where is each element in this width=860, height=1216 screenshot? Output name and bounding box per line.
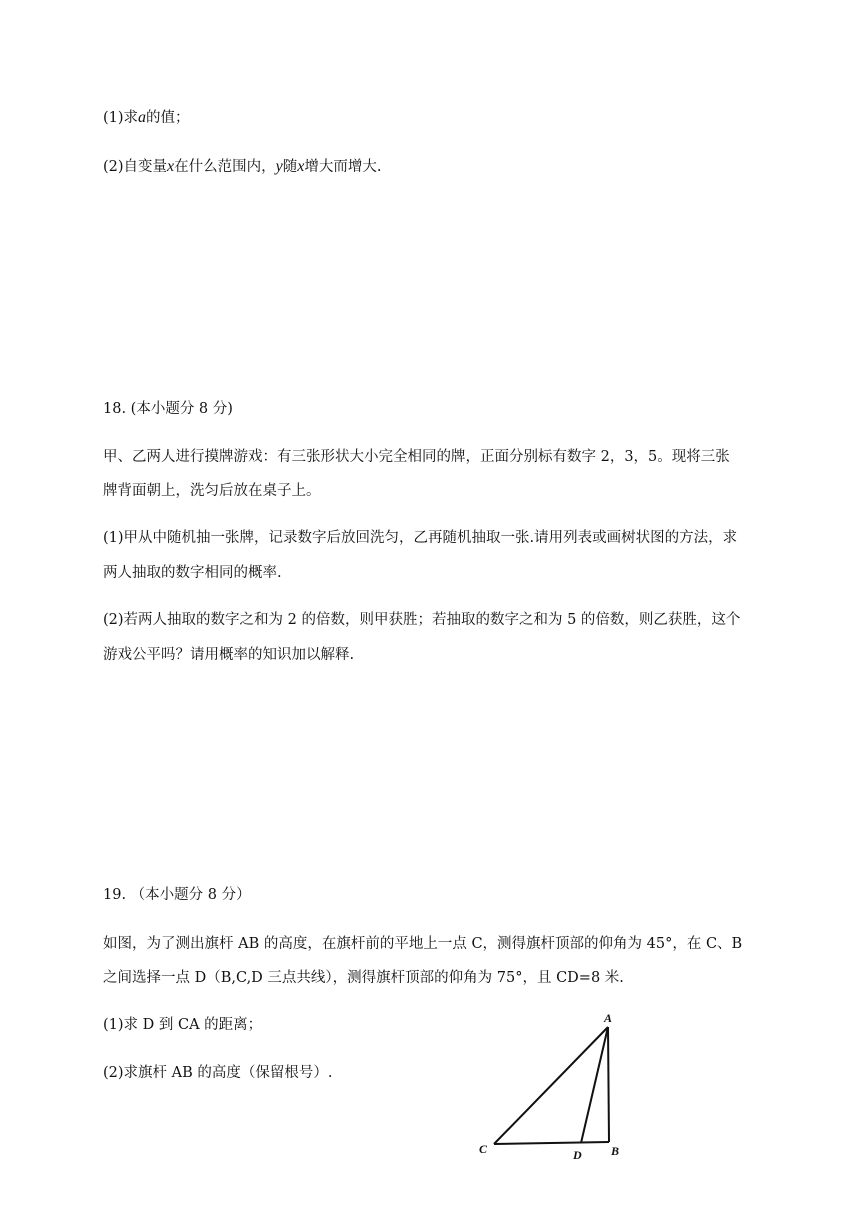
q17-part2-suffix: 增大而增大. <box>304 159 382 175</box>
label-a: A <box>604 1011 613 1025</box>
q17-part2-mid1: 在什么范围内， <box>174 159 276 175</box>
q18-heading: 18. (本小题分 8 分) <box>103 401 233 417</box>
q19-part2: (2)求旗杆 AB 的高度（保留根号）. <box>103 1065 333 1081</box>
q17-part2 <box>103 157 381 177</box>
label-d: D <box>573 1148 582 1162</box>
q19-part1: (1)求 D 到 CA 的距离； <box>103 1017 263 1033</box>
q17-part1-prefix: (1)求 <box>103 110 139 126</box>
q18-stem-line1: 甲、乙两人进行摸牌游戏：有三张形状大小完全相同的牌，正面分别标有数字 2，3，5。现将三张 <box>103 449 730 465</box>
var-a: a <box>138 109 147 126</box>
q18-part2-line1: (2)若两人抽取的数字之和为 2 的倍数，则甲获胜；若抽取的数字之和为 5 的倍数，则乙获胜，这个 <box>103 612 741 628</box>
label-c: C <box>479 1142 488 1156</box>
q18-part2-line2: 游戏公平吗？请用概率的知识加以解释. <box>103 647 355 663</box>
q19-heading: 19. （本小题分 8 分） <box>103 887 251 903</box>
q18-part1-line1: (1)甲从中随机抽一张牌，记录数字后放回洗匀，乙再随机抽取一张.请用列表或画树状图的方法，求 <box>103 530 738 546</box>
var-x-2: x <box>297 158 305 175</box>
q17-part2-prefix: (2)自变量 <box>103 159 168 175</box>
segment-ad <box>581 1027 608 1143</box>
q19-stem-line2: 之间选择一点 D（B,C,D 三点共线），测得旗杆顶部的仰角为 75°，且 CD=8 米. <box>103 970 624 986</box>
var-x: x <box>167 158 175 175</box>
q19-stem-line1: 如图，为了测出旗杆 AB 的高度，在旗杆前的平地上一点 C，测得旗杆顶部的仰角为 45°，在 C、B <box>103 936 743 952</box>
segment-cb <box>494 1142 609 1144</box>
q18-stem-line2: 牌背面朝上，洗匀后放在桌子上。 <box>103 483 321 499</box>
q17-part2-mid2: 随 <box>282 159 298 175</box>
label-b: B <box>611 1144 620 1158</box>
q17-part1-suffix: 的值； <box>146 110 190 126</box>
q17-part1 <box>103 108 190 128</box>
segment-ab <box>608 1027 609 1142</box>
segment-ca <box>494 1027 608 1144</box>
q18-part1-line2: 两人抽取的数字相同的概率. <box>103 565 282 581</box>
var-y: y <box>275 158 283 175</box>
